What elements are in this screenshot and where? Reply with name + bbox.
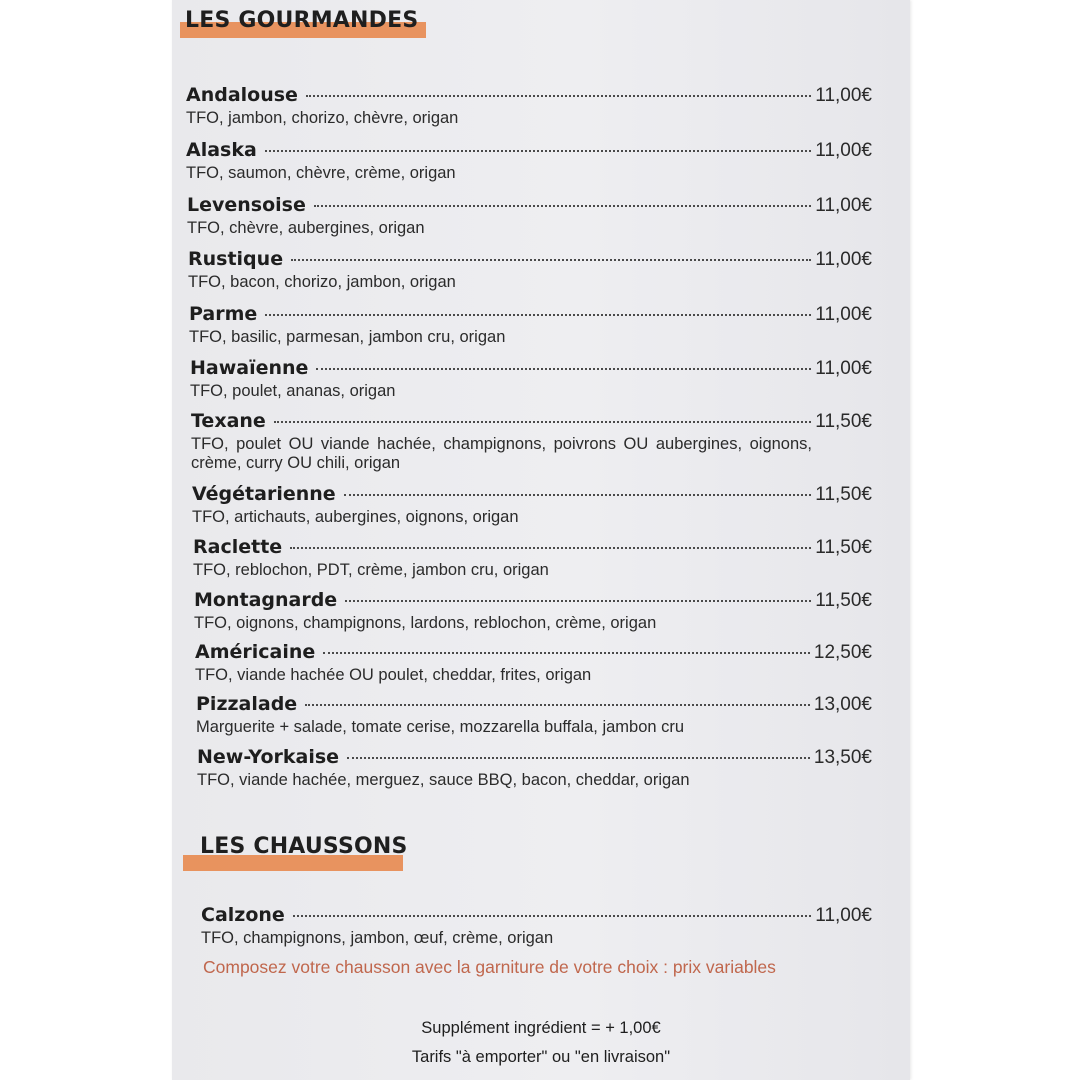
item-name: Levensoise	[187, 194, 306, 216]
item-name: Montagnarde	[194, 589, 338, 611]
item-description: TFO, champignons, jambon, œuf, crème, origan	[201, 929, 554, 947]
menu-item	[186, 139, 872, 189]
item-price: 11,00€	[815, 249, 872, 270]
item-price: 11,00€	[815, 195, 872, 216]
item-description: Marguerite + salade, tomate cerise, mozzarella buffala, jambon cru	[196, 718, 685, 736]
menu-item	[189, 303, 872, 353]
menu-item	[187, 194, 872, 244]
item-price: 11,50€	[815, 411, 872, 432]
item-description: TFO, chèvre, aubergines, origan	[187, 219, 425, 237]
item-price: 13,00€	[813, 694, 872, 715]
section-title-chaussons: LES CHAUSSONS	[200, 834, 408, 859]
menu-item	[188, 248, 872, 298]
menu-item	[190, 357, 872, 407]
dot-leader	[293, 915, 811, 917]
item-price: 11,00€	[815, 358, 872, 379]
item-price: 11,50€	[815, 484, 872, 505]
item-description: TFO, jambon, chorizo, chèvre, origan	[186, 109, 459, 127]
menu-item	[192, 483, 872, 533]
item-description: TFO, basilic, parmesan, jambon cru, origan	[189, 328, 506, 346]
item-description: TFO, bacon, chorizo, jambon, origan	[188, 273, 456, 291]
dot-leader	[305, 704, 810, 706]
item-price: 11,50€	[815, 590, 872, 611]
menu-item	[191, 410, 872, 472]
menu-item	[195, 641, 872, 691]
chausson-custom-note: Composez votre chausson avec la garniture de votre choix : prix variables	[203, 957, 776, 977]
dot-leader	[291, 259, 811, 261]
menu-item	[194, 589, 872, 639]
dot-leader	[314, 205, 811, 207]
dot-leader	[347, 757, 810, 759]
tarifs-text: Tarifs "à emporter" ou "en livraison"	[411, 1048, 671, 1066]
item-description: TFO, viande hachée OU poulet, cheddar, frites, origan	[195, 666, 592, 684]
dot-leader	[345, 600, 811, 602]
item-price: 11,00€	[815, 905, 872, 926]
item-price: 11,50€	[815, 537, 872, 558]
menu-item	[196, 693, 872, 743]
dot-leader	[290, 547, 811, 549]
item-description: TFO, viande hachée, merguez, sauce BBQ, bacon, cheddar, origan	[197, 771, 690, 789]
item-name: Rustique	[188, 248, 284, 270]
menu-item	[197, 746, 872, 796]
item-name: Raclette	[193, 536, 283, 558]
item-description: TFO, artichauts, aubergines, oignons, origan	[192, 508, 519, 526]
item-description: TFO, poulet OU viande hachée, champignons, poivrons OU aubergines, oignons, crème, curry OU chili, origan	[191, 435, 812, 472]
item-price: 11,00€	[815, 140, 872, 161]
item-name: Andalouse	[186, 84, 298, 106]
dot-leader	[323, 652, 810, 654]
menu-item	[193, 536, 872, 586]
item-name: Végétarienne	[192, 483, 336, 505]
item-description: TFO, poulet, ananas, origan	[190, 382, 396, 400]
dot-leader	[316, 368, 811, 370]
menu-item	[201, 904, 872, 954]
item-name: Calzone	[201, 904, 285, 926]
item-price: 13,50€	[813, 747, 872, 768]
item-name: New-Yorkaise	[197, 746, 340, 768]
item-name: Parme	[189, 303, 258, 325]
dot-leader	[265, 150, 811, 152]
item-name: Texane	[191, 410, 266, 432]
item-name: Hawaïenne	[190, 357, 309, 379]
dot-leader	[265, 314, 811, 316]
supplement-text: Supplément ingrédient = + 1,00€	[421, 1019, 661, 1037]
dot-leader	[274, 421, 811, 423]
dot-leader	[306, 95, 811, 97]
item-name: Américaine	[195, 641, 316, 663]
item-price: 11,00€	[815, 304, 872, 325]
item-price: 11,00€	[815, 85, 872, 106]
menu-item	[186, 84, 872, 134]
item-description: TFO, saumon, chèvre, crème, origan	[186, 164, 456, 182]
item-description: TFO, reblochon, PDT, crème, jambon cru, origan	[193, 561, 549, 579]
dot-leader	[344, 494, 812, 496]
item-name: Alaska	[186, 139, 257, 161]
section-title-gourmandes: LES GOURMANDES	[185, 8, 419, 33]
item-name: Pizzalade	[196, 693, 298, 715]
item-description: TFO, oignons, champignons, lardons, reblochon, crème, origan	[194, 614, 657, 632]
item-price: 12,50€	[813, 642, 872, 663]
